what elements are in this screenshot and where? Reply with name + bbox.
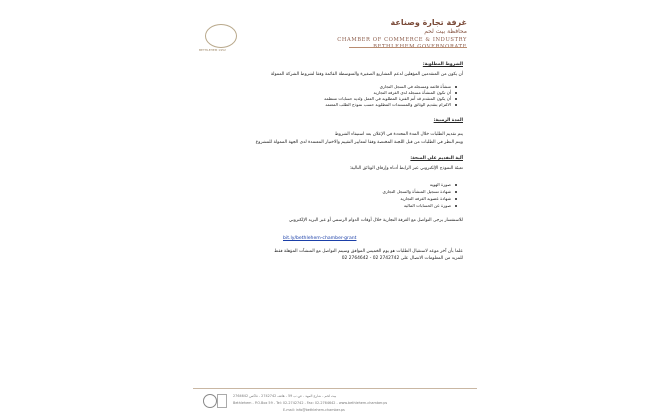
bullet-icon	[455, 184, 457, 186]
section-apply-intro: تعبئة النموذج الإلكتروني عبر الرابط أدناه وإرفاق الوثائق التالية:	[349, 166, 463, 171]
list-item: صورة الهوية	[430, 182, 457, 188]
closing-line1: علما بأن آخر موعد لاستقبال الطلبات هو يوم الخميس الموافق وسيتم التواصل مع المنشآت المؤهلة فقط	[274, 249, 463, 254]
section-requirements-title: الشروط المطلوبة:	[422, 62, 463, 67]
list-item: صورة عن الحسابات المالية	[404, 203, 457, 209]
bullet-icon	[455, 98, 457, 100]
bullet-icon	[455, 104, 457, 106]
inquiry-note: للاستفسار يرجى التواصل مع الغرفة التجارية خلال أوقات الدوام الرسمي أو عبر البريد الإلكتروني	[288, 218, 463, 223]
bullet-icon	[455, 191, 457, 193]
org-name-english-line1: CHAMBER OF COMMERCE & INDUSTRY	[337, 37, 467, 43]
seal-caption: BETHLEHEM 1952	[199, 48, 226, 52]
certification-icon	[217, 394, 227, 408]
bullet-icon	[455, 92, 457, 94]
footer-email: E-mail: info@bethlehem-chamber.ps	[283, 408, 345, 412]
org-name-arabic: غرفة تجارة وصناعة	[390, 18, 467, 27]
chamber-logo-icon	[203, 394, 217, 408]
section-duration-title: المدة الزمنية:	[433, 118, 463, 123]
list-item: شهادة تسجيل المنشأة والسجل التجاري	[382, 189, 457, 195]
footer-address-english: Bethlehem - P.O.Box 59 - Tel: 02-2742742 - Fax: 02-2764642 - www.bethlehem-chamber.ps	[233, 401, 388, 405]
section-apply-title: آلية التقديم على المنحة:	[410, 156, 463, 161]
org-name-english	[337, 37, 467, 51]
org-governorate-arabic: محافظة بيت لحم	[424, 28, 467, 35]
section-requirements-intro: أن يكون من المتقدمين المؤهلين لدعم المشاريع الصغيرة والمتوسطة القائمة وفقا لشروط الشركة الممولة	[270, 72, 463, 77]
bullet-icon	[455, 205, 457, 207]
bullet-icon	[455, 198, 457, 200]
list-item: شهادة عضوية الغرفة التجارية	[400, 196, 457, 202]
section-duration-line2: ويتم النظر في الطلبات من قبل اللجنة المختصة وفقا لمعايير التقييم والاختيار المعتمدة لدى الجهة الممولة للمشروع	[255, 140, 463, 145]
org-name-english-line2: BETHLEHEM GOVERNORATE	[373, 44, 467, 50]
bullet-icon	[455, 86, 457, 88]
header-divider	[349, 47, 467, 48]
list-item: الالتزام بتقديم الوثائق والمستندات المطلوبة حسب نموذج الطلب المعتمد	[325, 102, 457, 108]
document-page	[187, 0, 479, 420]
list-item: منشأة قائمة ومسجلة في السجل التجاري	[380, 84, 457, 90]
closing-line2: للمزيد من المعلومات الاتصال على 2742742 02 - 2764642 02	[341, 256, 463, 261]
section-duration-line1: يتم تقديم الطلبات خلال المدة المحددة في الإعلان بعد استيفاء الشروط	[334, 132, 463, 137]
list-item: أن يكون المتقدم قد أتم الفترة المطلوبة في العمل ولديه حسابات منتظمة	[324, 96, 457, 102]
footer-divider	[193, 388, 477, 389]
chamber-seal-icon	[205, 24, 237, 48]
list-item: أن تكون المنشأة مسجلة لدى الغرفة التجارية	[374, 90, 457, 96]
application-form-link[interactable]: bit.ly/bethlehem-chamber-grant	[283, 236, 357, 241]
footer-address-arabic: بيت لحم - شارع المهد - ص.ب 59 - هاتف 2742742 - فاكس 2764642	[233, 394, 337, 398]
